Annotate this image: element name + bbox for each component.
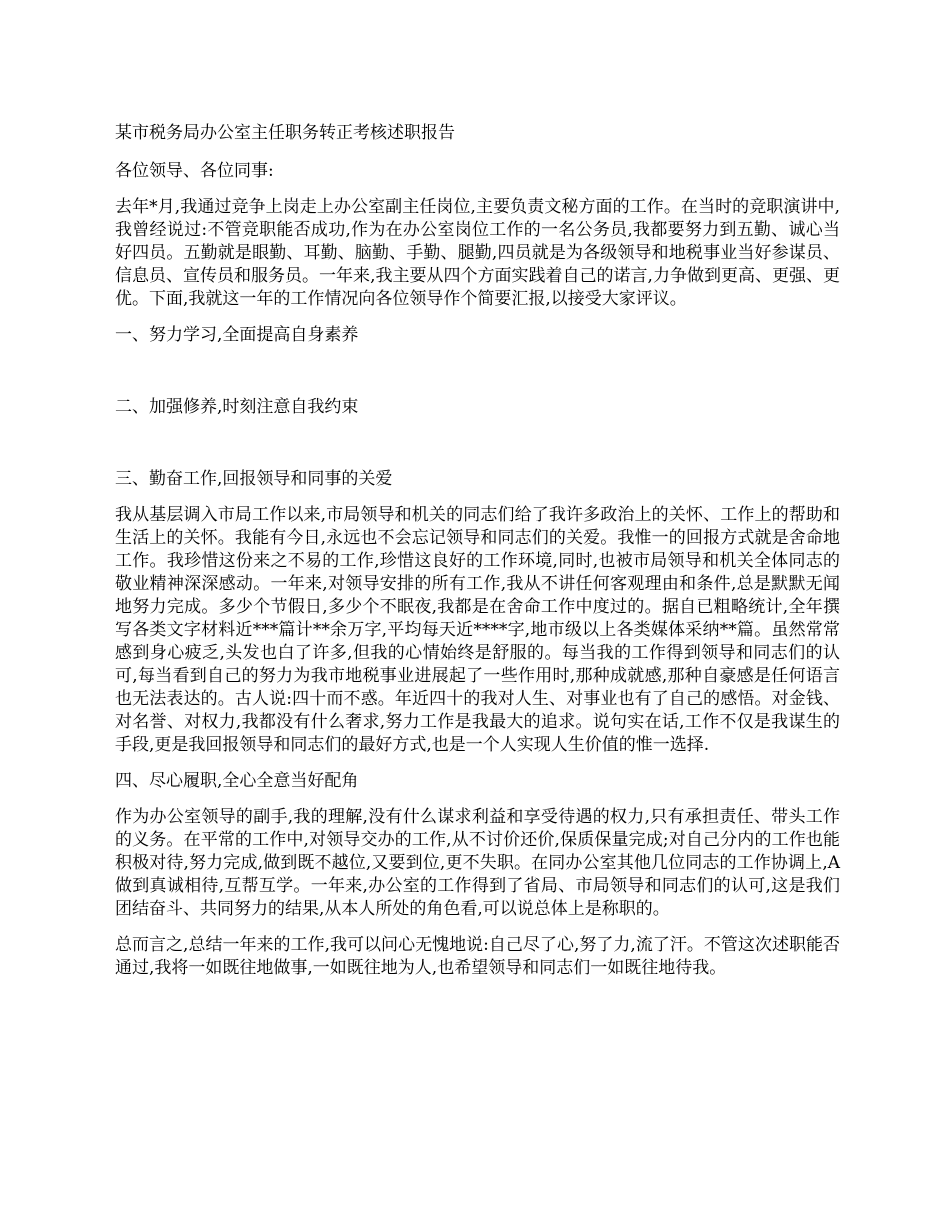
section-body-4: 作为办公室领导的副手,我的理解,没有什么谋求利益和享受待遇的权力,只有承担责任、带头工作的义务。在平常的工作中,对领导交办的工作,从不讨价还价,保质保量完成;对自己分内的工作也能积极对待,努力完成,做到既不越位,又要到位,更不失职。在同办公室其他几位同志的工作协调上,A做到真诚相待,互帮互学。一年来,办公室的工作得到了省局、市局领导和同志们的认可,这是我们团结奋斗、共同努力的结果,从本人所处的角色看,可以说总体上是称职的。 bbox=[115, 807, 840, 919]
section-heading-1: 一、努力学习,全面提高自身素养 bbox=[115, 325, 359, 345]
section-heading-4: 四、尽心履职,全心全意当好配角 bbox=[115, 771, 359, 791]
salutation: 各位领导、各位同事: bbox=[115, 161, 274, 181]
conclusion-paragraph: 总而言之,总结一年来的工作,我可以问心无愧地说:自己尽了心,努了力,流了汗。不管这次述职能否通过,我将一如既往地做事,一如既往地为人,也希望领导和同志们一如既往地待我。 bbox=[115, 935, 840, 978]
section-body-3: 我从基层调入市局工作以来,市局领导和机关的同志们给了我许多政治上的关怀、工作上的帮助和生活上的关怀。我能有今日,永远也不会忘记领导和同志们的关爱。我惟一的回报方式就是舍命地工作。我珍惜这份来之不易的工作,珍惜这良好的工作环境,同时,也被市局领导和机关全体同志的敬业精神深深感动。一年来,对领导安排的所有工作,我从不讲任何客观理由和条件,总是默默无闻地努力完成。多少个节假日,多少个不眠夜,我都是在舍命工作中度过的。据自已粗略统计,全年撰写各类文字材料近***篇计**余万字,平均每天近****字,地市级以上各类媒体采纳**篇。虽然常常感到身心疲乏,头发也白了许多,但我的心情始终是舒服的。每当我的工作得到领导和同志们的认可,每当看到自己的努力为我市地税事业进展起了一些作用时,那种成就感,那种自豪感是任何语言也无法表达的。古人说:四十而不惑。年近四十的我对人生、对事业也有了自己的感悟。对金钱、对名誉、对权力,我都没有什么奢求,努力工作是我最大的追求。说句实在话,工作不仅是我谋生的手段,更是我回报领导和同志们的最好方式,也是一个人实现人生价值的惟一选择. bbox=[115, 505, 840, 755]
document-page bbox=[115, 122, 840, 993]
document-title: 某市税务局办公室主任职务转正考核述职报告 bbox=[115, 123, 455, 143]
section-heading-3: 三、勤奋工作,回报领导和同事的关爱 bbox=[115, 469, 393, 489]
section-heading-2: 二、加强修养,时刻注意自我约束 bbox=[115, 397, 359, 417]
intro-paragraph: 去年*月,我通过竞争上岗走上办公室副主任岗位,主要负责文秘方面的工作。在当时的竞职演讲中,我曾经说过:不管竞职能否成功,作为在办公室岗位工作的一名公务员,我都要努力到五勤、诚心当好四员。五勤就是眼勤、耳勤、脑勤、手勤、腿勤,四员就是为各级领导和地税事业当好参谋员、信息员、宣传员和服务员。一年来,我主要从四个方面实践着自己的诺言,力争做到更高、更强、更优。下面,我就这一年的工作情况向各位领导作个简要汇报,以接受大家评议。 bbox=[115, 197, 840, 309]
